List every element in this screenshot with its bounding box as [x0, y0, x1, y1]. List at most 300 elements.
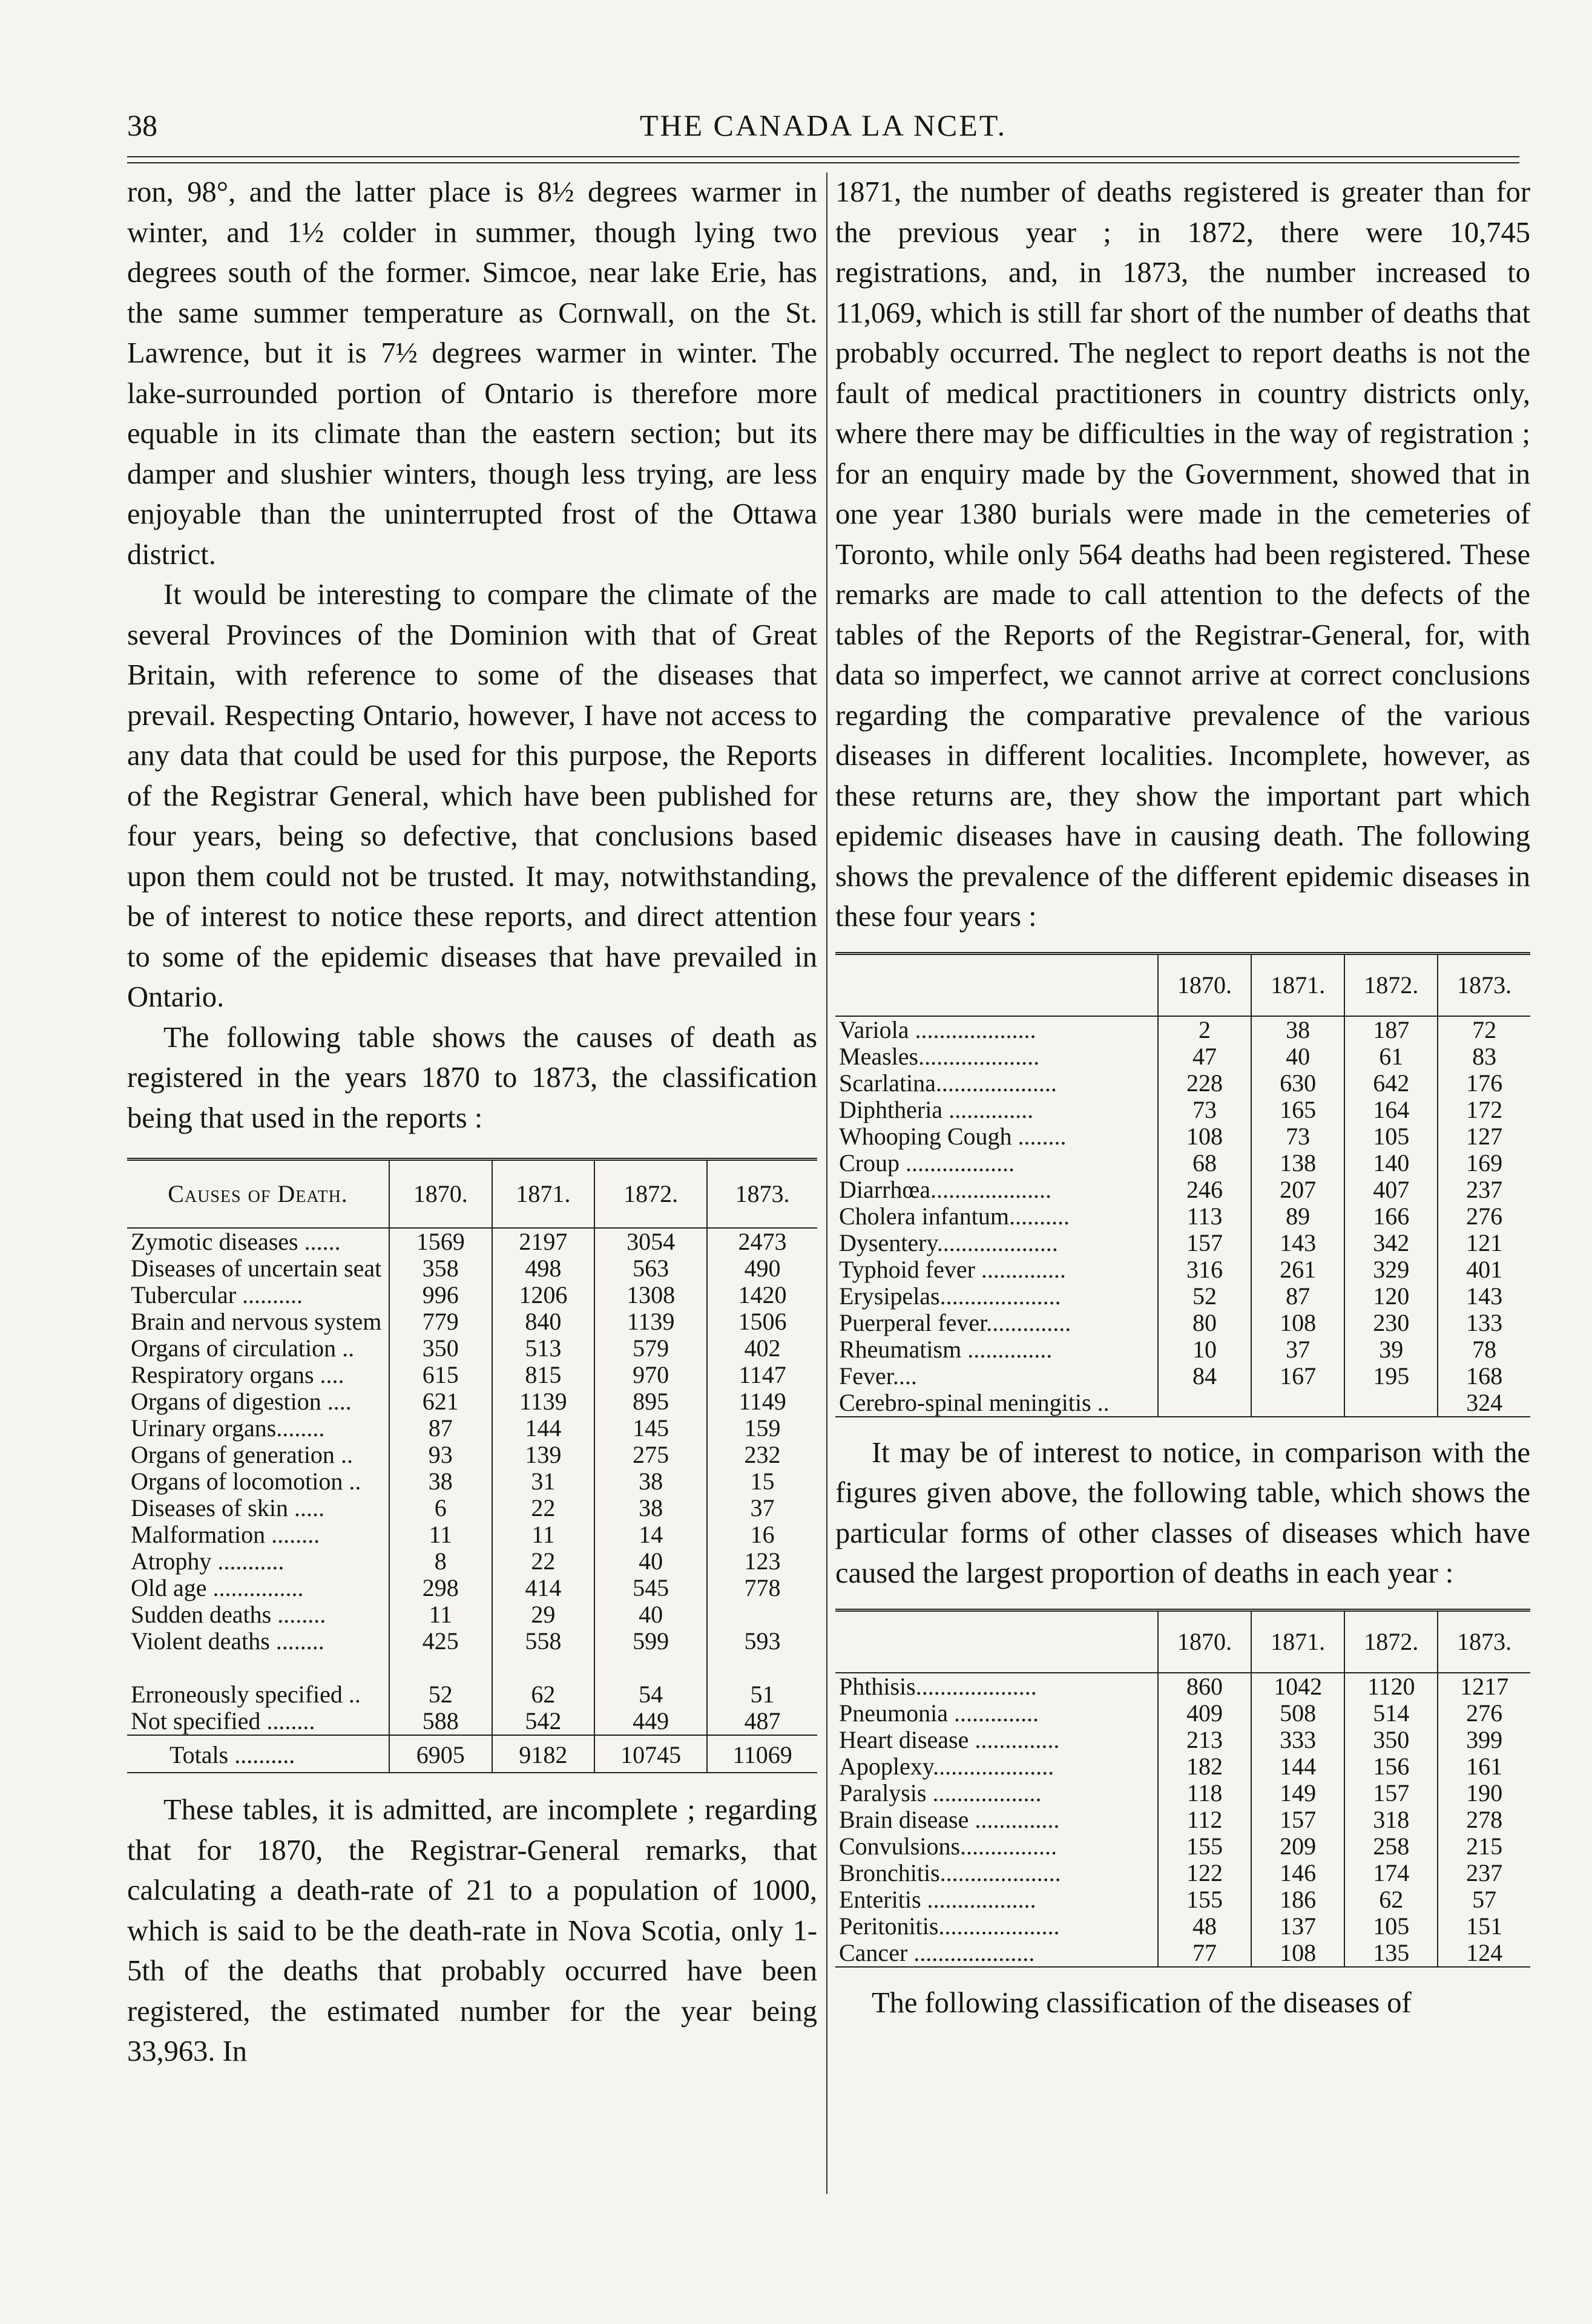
leader-dots: ............... — [206, 1574, 304, 1601]
cell-value: 1569 — [389, 1228, 492, 1255]
row-label — [835, 1940, 1158, 1967]
row-label — [835, 1097, 1158, 1123]
cell-value: 615 — [389, 1362, 492, 1388]
table-row — [127, 1628, 817, 1655]
table-row — [127, 1388, 817, 1415]
row-label — [835, 1673, 1158, 1700]
cell-value: 402 — [707, 1335, 817, 1362]
cell-value: 93 — [389, 1442, 492, 1468]
cell-value: 1420 — [707, 1282, 817, 1308]
paragraph-climate-comparison: It would be interesting to compare the climate of the several Provinces of the Dominion with that of Great Britain, with reference to some of the diseases that prevail. Respecting Ontario, however, I have not access to any data that could be used for this purpose, the Reports of the Registrar General, which have been published for four years, being so defective, that conclusions based upon them could not be trusted. It may, notwithstanding, be of interest to notice these reports, and direct attention to some of the epidemic diseases that have prevailed in Ontario. — [127, 579, 817, 1013]
disease-name: Malformation — [131, 1521, 266, 1548]
disease-name: Zymotic diseases — [131, 1228, 298, 1255]
cell-value: 108 — [1158, 1123, 1251, 1150]
row-label — [127, 1308, 389, 1335]
table-row — [127, 1681, 817, 1708]
table-row — [835, 1283, 1530, 1310]
column-header-blank — [835, 953, 1158, 1016]
column-header-year: 1870. — [1158, 1610, 1251, 1673]
cell-value: 145 — [594, 1415, 707, 1442]
cell-value: 137 — [1251, 1913, 1344, 1940]
table-row — [127, 1575, 817, 1601]
cell-value: 630 — [1251, 1070, 1344, 1097]
row-label — [127, 1521, 389, 1548]
table-row — [835, 1097, 1530, 1123]
cell-value: 187 — [1344, 1016, 1438, 1043]
cell-value: 156 — [1344, 1753, 1438, 1780]
cell-value: 144 — [1251, 1753, 1344, 1780]
table-row — [835, 1780, 1530, 1807]
cell-value: 161 — [1438, 1753, 1530, 1780]
disease-name: Cholera infantum — [839, 1202, 1010, 1230]
cell-value: 545 — [594, 1575, 707, 1601]
cell-value: 38 — [1251, 1016, 1344, 1043]
leader-dots: .................... — [933, 1752, 1054, 1780]
column-header-year: 1873. — [1438, 953, 1530, 1016]
table-row — [835, 1150, 1530, 1177]
row-label — [835, 1753, 1158, 1780]
cell-value: 123 — [707, 1548, 817, 1575]
row-label — [127, 1335, 389, 1362]
cell-value: 230 — [1344, 1310, 1438, 1336]
cell-value: 120 — [1344, 1283, 1438, 1310]
cell-value: 599 — [594, 1628, 707, 1655]
cell-value: 52 — [389, 1681, 492, 1708]
table-row — [127, 1601, 817, 1628]
table-row — [127, 1308, 817, 1335]
cell-value: 157 — [1344, 1780, 1438, 1807]
cell-value: 232 — [707, 1442, 817, 1468]
cell-value: 73 — [1251, 1123, 1344, 1150]
cell-value: 176 — [1438, 1070, 1530, 1097]
disease-name: Violent deaths — [131, 1627, 270, 1655]
table-row — [835, 1700, 1530, 1727]
cell-value: 10 — [1158, 1336, 1251, 1363]
epidemic-table-body — [835, 1016, 1530, 1417]
leader-dots: .................... — [915, 1672, 1037, 1700]
disease-name: Cerebro-spinal meningitis — [839, 1388, 1091, 1416]
cell-value: 579 — [594, 1335, 707, 1362]
column-header-causes: Causes of Death. — [127, 1160, 389, 1229]
other-diseases-table — [835, 1609, 1530, 1968]
total-value: 11069 — [707, 1735, 817, 1773]
spacer-cell — [127, 1655, 389, 1681]
cell-value: 105 — [1344, 1123, 1438, 1150]
cell-value: 1120 — [1344, 1673, 1438, 1700]
disease-name: Peritonitis — [839, 1912, 939, 1940]
cell-value: 143 — [1438, 1283, 1530, 1310]
cell-value: 642 — [1344, 1070, 1438, 1097]
cell-value: 237 — [1438, 1177, 1530, 1203]
column-header-year: 1871. — [1251, 953, 1344, 1016]
leader-dots: .. — [336, 1334, 355, 1362]
cell-value: 186 — [1251, 1886, 1344, 1913]
cell-value: 54 — [594, 1681, 707, 1708]
column-header-year: 1871. — [492, 1160, 595, 1229]
cell-value: 118 — [1158, 1780, 1251, 1807]
cell-value: 425 — [389, 1628, 492, 1655]
row-label — [127, 1442, 389, 1468]
row-label — [835, 1310, 1158, 1336]
row-label — [835, 1807, 1158, 1833]
leader-dots: .................... — [938, 1912, 1060, 1940]
cell-value: 342 — [1344, 1230, 1438, 1256]
cell-value: 399 — [1438, 1727, 1530, 1753]
leader-dots: ........ — [271, 1601, 326, 1628]
table-header-row — [835, 953, 1530, 1016]
disease-name: Whooping Cough — [839, 1122, 1012, 1150]
cell-value: 124 — [1438, 1940, 1530, 1967]
cell-value — [1344, 1390, 1438, 1417]
leader-dots: .......... — [1009, 1202, 1070, 1230]
cell-value: 2 — [1158, 1016, 1251, 1043]
disease-name: Brain disease — [839, 1805, 969, 1833]
cell-value: 276 — [1438, 1203, 1530, 1230]
disease-name: Organs of circulation — [131, 1334, 337, 1362]
table-row — [835, 1336, 1530, 1363]
spacer-cell — [389, 1655, 492, 1681]
table-row — [835, 1833, 1530, 1860]
table-row — [835, 1043, 1530, 1070]
causes-of-death-table — [127, 1158, 817, 1773]
disease-name: Old age — [131, 1574, 207, 1601]
cell-value: 246 — [1158, 1177, 1251, 1203]
spacer-cell — [594, 1655, 707, 1681]
leader-dots: ........ — [269, 1627, 324, 1655]
table-row — [127, 1708, 817, 1735]
table-row — [835, 1807, 1530, 1833]
disease-name: Heart disease — [839, 1725, 969, 1753]
disease-name: Apoplexy — [839, 1752, 933, 1780]
totals-name: Totals — [169, 1741, 229, 1768]
cell-value: 779 — [389, 1308, 492, 1335]
cell-value: 1206 — [492, 1282, 595, 1308]
cell-value: 1506 — [707, 1308, 817, 1335]
table-row — [127, 1362, 817, 1388]
row-label — [127, 1548, 389, 1575]
cell-value: 57 — [1438, 1886, 1530, 1913]
cell-value: 144 — [492, 1415, 595, 1442]
cell-value: 38 — [594, 1495, 707, 1521]
disease-name: Croup — [839, 1149, 900, 1177]
cell-value: 87 — [389, 1415, 492, 1442]
table-row — [127, 1521, 817, 1548]
cell-value: 414 — [492, 1575, 595, 1601]
cell-value: 52 — [1158, 1283, 1251, 1310]
cell-value: 108 — [1251, 1310, 1344, 1336]
leader-dots: .......... — [228, 1741, 295, 1768]
cell-value: 278 — [1438, 1807, 1530, 1833]
cell-value: 1042 — [1251, 1673, 1344, 1700]
row-label — [127, 1228, 389, 1255]
cell-value: 1308 — [594, 1282, 707, 1308]
cell-value: 11 — [492, 1521, 595, 1548]
row-label — [127, 1282, 389, 1308]
cell-value: 149 — [1251, 1780, 1344, 1807]
cell-value: 621 — [389, 1388, 492, 1415]
row-label — [835, 1336, 1158, 1363]
disease-name: Diarrhœa — [839, 1175, 931, 1203]
leader-dots: .................... — [939, 1859, 1061, 1886]
cell-value: 329 — [1344, 1256, 1438, 1283]
cell-value: 407 — [1344, 1177, 1438, 1203]
table-row — [835, 1860, 1530, 1886]
column-header-year: 1872. — [594, 1160, 707, 1229]
cell-value: 513 — [492, 1335, 595, 1362]
cell-value: 508 — [1251, 1700, 1344, 1727]
cell-value: 840 — [492, 1308, 595, 1335]
cell-value: 276 — [1438, 1700, 1530, 1727]
cell-value: 37 — [1251, 1336, 1344, 1363]
cell-value: 140 — [1344, 1150, 1438, 1177]
cell-value: 3054 — [594, 1228, 707, 1255]
cell-value: 358 — [389, 1255, 492, 1282]
row-label — [835, 1390, 1158, 1417]
header-rule-double — [127, 162, 1519, 163]
cell-value: 89 — [1251, 1203, 1344, 1230]
cell-value: 215 — [1438, 1833, 1530, 1860]
cell-value: 159 — [707, 1415, 817, 1442]
cell-value: 157 — [1158, 1230, 1251, 1256]
cell-value: 588 — [389, 1708, 492, 1735]
cell-value: 895 — [594, 1388, 707, 1415]
row-label — [127, 1708, 389, 1735]
disease-name: Measles — [839, 1042, 919, 1070]
cell-value: 155 — [1158, 1886, 1251, 1913]
disease-name: Bronchitis — [839, 1859, 940, 1886]
row-label — [835, 1123, 1158, 1150]
row-label — [835, 1070, 1158, 1097]
page-number: 38 — [127, 108, 157, 142]
cell-value — [1158, 1390, 1251, 1417]
disease-name: Typhoid fever — [839, 1255, 975, 1283]
leader-dots: .. — [1091, 1388, 1110, 1416]
cell-value: 409 — [1158, 1700, 1251, 1727]
leader-dots: .... — [314, 1361, 344, 1388]
column-header-blank — [835, 1610, 1158, 1673]
cell-value: 1217 — [1438, 1673, 1530, 1700]
table-row — [127, 1415, 817, 1442]
cell-value: 135 — [1344, 1940, 1438, 1967]
cell-value: 318 — [1344, 1807, 1438, 1833]
disease-name: Organs of generation — [131, 1441, 335, 1468]
disease-name: Cancer — [839, 1938, 908, 1966]
cell-value — [707, 1601, 817, 1628]
leader-dots: ................ — [960, 1832, 1057, 1860]
leader-dots: .............. — [961, 1335, 1053, 1363]
column-header-year: 1870. — [1158, 953, 1251, 1016]
table-row — [835, 1913, 1530, 1940]
cell-value: 514 — [1344, 1700, 1438, 1727]
leader-dots: ........ — [265, 1521, 320, 1548]
row-label — [127, 1495, 389, 1521]
table-row — [127, 1228, 817, 1255]
cell-value: 449 — [594, 1708, 707, 1735]
cell-value: 275 — [594, 1442, 707, 1468]
column-header-year: 1871. — [1251, 1610, 1344, 1673]
cell-value: 51 — [707, 1681, 817, 1708]
table-row — [835, 1363, 1530, 1390]
cell-value: 37 — [707, 1495, 817, 1521]
cell-value: 324 — [1438, 1390, 1530, 1417]
cell-value: 84 — [1158, 1363, 1251, 1390]
table-row — [127, 1255, 817, 1282]
leader-dots: ...... — [298, 1228, 341, 1255]
cell-value: 778 — [707, 1575, 817, 1601]
cell-value: 78 — [1438, 1336, 1530, 1363]
cell-value: 258 — [1344, 1833, 1438, 1860]
leader-dots: .............. — [986, 1308, 1071, 1336]
column-header-year: 1873. — [707, 1160, 817, 1229]
disease-name: Urinary organs — [131, 1414, 277, 1442]
row-label — [835, 1283, 1158, 1310]
left-column — [127, 172, 817, 2072]
cell-value: 39 — [1344, 1336, 1438, 1363]
leader-dots: .................... — [935, 1069, 1057, 1097]
cell-value: 72 — [1438, 1016, 1530, 1043]
row-label — [835, 1150, 1158, 1177]
row-label — [127, 1601, 389, 1628]
table-row — [835, 1727, 1530, 1753]
disease-name: Organs of digestion — [131, 1388, 321, 1415]
cell-value: 22 — [492, 1548, 595, 1575]
cell-value: 151 — [1438, 1913, 1530, 1940]
journal-title: THE CANADA LA NCET. — [639, 108, 1007, 142]
leader-dots: .. — [342, 1681, 361, 1708]
totals-row — [127, 1735, 817, 1773]
leader-dots: .................... — [909, 1016, 1036, 1043]
leader-dots: .................... — [930, 1175, 1052, 1203]
cell-value: 38 — [594, 1468, 707, 1495]
cell-value — [1251, 1390, 1344, 1417]
other-table-body — [835, 1673, 1530, 1967]
row-label — [835, 1833, 1158, 1860]
row-label — [127, 1681, 389, 1708]
cell-value: 139 — [492, 1442, 595, 1468]
cell-value: 146 — [1251, 1860, 1344, 1886]
table-header-row — [127, 1160, 817, 1229]
disease-name: Organs of locomotion — [131, 1468, 343, 1495]
paragraph-registrations: 1871, the number of deaths registered is greater than for the previous year ; in 1872, there were 10,745 registrations, and, in 1873, the number increased to 11,069, which is still far short of the number of deaths that probably occurred. The neglect to report deaths is not the fault of medical practitioners in country districts only, where there may be difficulties in the way of registration ; for an enquiry made by the Government, showed that in one year 1380 burials were made in the cemeteries of Toronto, while only 564 deaths had been registered. These remarks are made to call attention to the defects of the tables of the Reports of the Registrar-General, for, with data so imperfect, we cannot arrive at correct conclusions regarding the comparative prevalence of the various diseases in different localities. Incomplete, however, as these returns are, they show the important part which epidemic diseases have in causing death. The following shows the prevalence of the different epidemic diseases in these four years : — [835, 176, 1530, 933]
row-label — [835, 1700, 1158, 1727]
column-header-year: 1873. — [1438, 1610, 1530, 1673]
row-label — [835, 1860, 1158, 1886]
leader-dots: .......... — [236, 1281, 303, 1308]
cell-value: 73 — [1158, 1097, 1251, 1123]
disease-name: Diseases of skin — [131, 1494, 288, 1521]
cell-value: 498 — [492, 1255, 595, 1282]
disease-name: Phthisis — [839, 1672, 916, 1700]
table-row — [835, 1256, 1530, 1283]
spacer-cell — [492, 1655, 595, 1681]
row-label — [835, 1780, 1158, 1807]
spacer-cell — [707, 1655, 817, 1681]
cell-value: 168 — [1438, 1363, 1530, 1390]
cell-value: 182 — [1158, 1753, 1251, 1780]
leader-dots: ........ — [260, 1707, 315, 1735]
row-label — [835, 1363, 1158, 1390]
cell-value: 87 — [1251, 1283, 1344, 1310]
cell-value: 558 — [492, 1628, 595, 1655]
cell-value: 593 — [707, 1628, 817, 1655]
disease-name: Erysipelas — [839, 1282, 940, 1310]
table-row — [127, 1442, 817, 1468]
page-header — [127, 108, 1519, 150]
paragraph-classification: The following classification of the diseases of — [872, 1986, 1412, 2019]
table-row — [835, 1390, 1530, 1417]
cell-value: 11 — [389, 1601, 492, 1628]
cell-value: 31 — [492, 1468, 595, 1495]
total-value: 9182 — [492, 1735, 595, 1773]
disease-name: Fever — [839, 1362, 893, 1390]
total-value: 10745 — [594, 1735, 707, 1773]
disease-name: Enteritis — [839, 1885, 921, 1913]
cell-value: 133 — [1438, 1310, 1530, 1336]
cell-value: 350 — [1344, 1727, 1438, 1753]
table-row — [835, 1310, 1530, 1336]
cell-value: 165 — [1251, 1097, 1344, 1123]
leader-dots: .... — [321, 1388, 352, 1415]
row-label — [127, 1628, 389, 1655]
cell-value: 22 — [492, 1495, 595, 1521]
table-header-row — [835, 1610, 1530, 1673]
table-row — [835, 1673, 1530, 1700]
cell-value: 113 — [1158, 1203, 1251, 1230]
table-row — [127, 1335, 817, 1362]
cell-value: 48 — [1158, 1913, 1251, 1940]
cell-value: 40 — [594, 1548, 707, 1575]
row-label — [127, 1362, 389, 1388]
table-row — [835, 1886, 1530, 1913]
cell-value: 228 — [1158, 1070, 1251, 1097]
table-row — [127, 1468, 817, 1495]
cell-value: 261 — [1251, 1256, 1344, 1283]
paragraph-continued: ron, 98°, and the latter place is 8½ degrees warmer in winter, and 1½ colder in summer, though lying two degrees south of the former. Simcoe, near lake Erie, has the same summer temperature as Cornwall, on the St. Lawrence, but it is 7½ degrees warmer in winter. The lake-surrounded portion of Ontario is therefore more equable in its climate than the eastern section; but its damper and slushier winters, though less trying, are less enjoyable than the uninterrupted frost of the Ottawa district. — [127, 176, 817, 571]
leader-dots: .................. — [926, 1779, 1042, 1807]
cell-value: 1147 — [707, 1362, 817, 1388]
column-header-year: 1872. — [1344, 1610, 1438, 1673]
table-row — [835, 1123, 1530, 1150]
leader-dots: .................. — [921, 1885, 1036, 1913]
cell-value: 213 — [1158, 1727, 1251, 1753]
cell-value: 316 — [1158, 1256, 1251, 1283]
totals-label — [127, 1735, 389, 1773]
leader-dots: ..... — [288, 1494, 324, 1521]
cell-value: 970 — [594, 1362, 707, 1388]
disease-name: Rheumatism — [839, 1335, 962, 1363]
cell-value: 61 — [1344, 1043, 1438, 1070]
disease-name: Sudden deaths — [131, 1601, 272, 1628]
row-label — [835, 1256, 1158, 1283]
cell-value: 1139 — [492, 1388, 595, 1415]
cell-value: 112 — [1158, 1807, 1251, 1833]
disease-name: Puerperal fever — [839, 1308, 987, 1336]
cell-value: 195 — [1344, 1363, 1438, 1390]
cell-value: 138 — [1251, 1150, 1344, 1177]
column-divider — [826, 172, 827, 2194]
leader-dots: .................... — [936, 1229, 1058, 1256]
disease-name: Pneumonia — [839, 1699, 948, 1727]
cell-value: 47 — [1158, 1043, 1251, 1070]
cell-value: 350 — [389, 1335, 492, 1362]
disease-name: Variola — [839, 1016, 909, 1043]
cell-value: 143 — [1251, 1230, 1344, 1256]
leader-dots: .................... — [907, 1938, 1035, 1966]
leader-dots: .................... — [918, 1042, 1040, 1070]
disease-name: Not specified — [131, 1707, 261, 1735]
table-spacer-row — [127, 1655, 817, 1681]
cell-value: 80 — [1158, 1310, 1251, 1336]
